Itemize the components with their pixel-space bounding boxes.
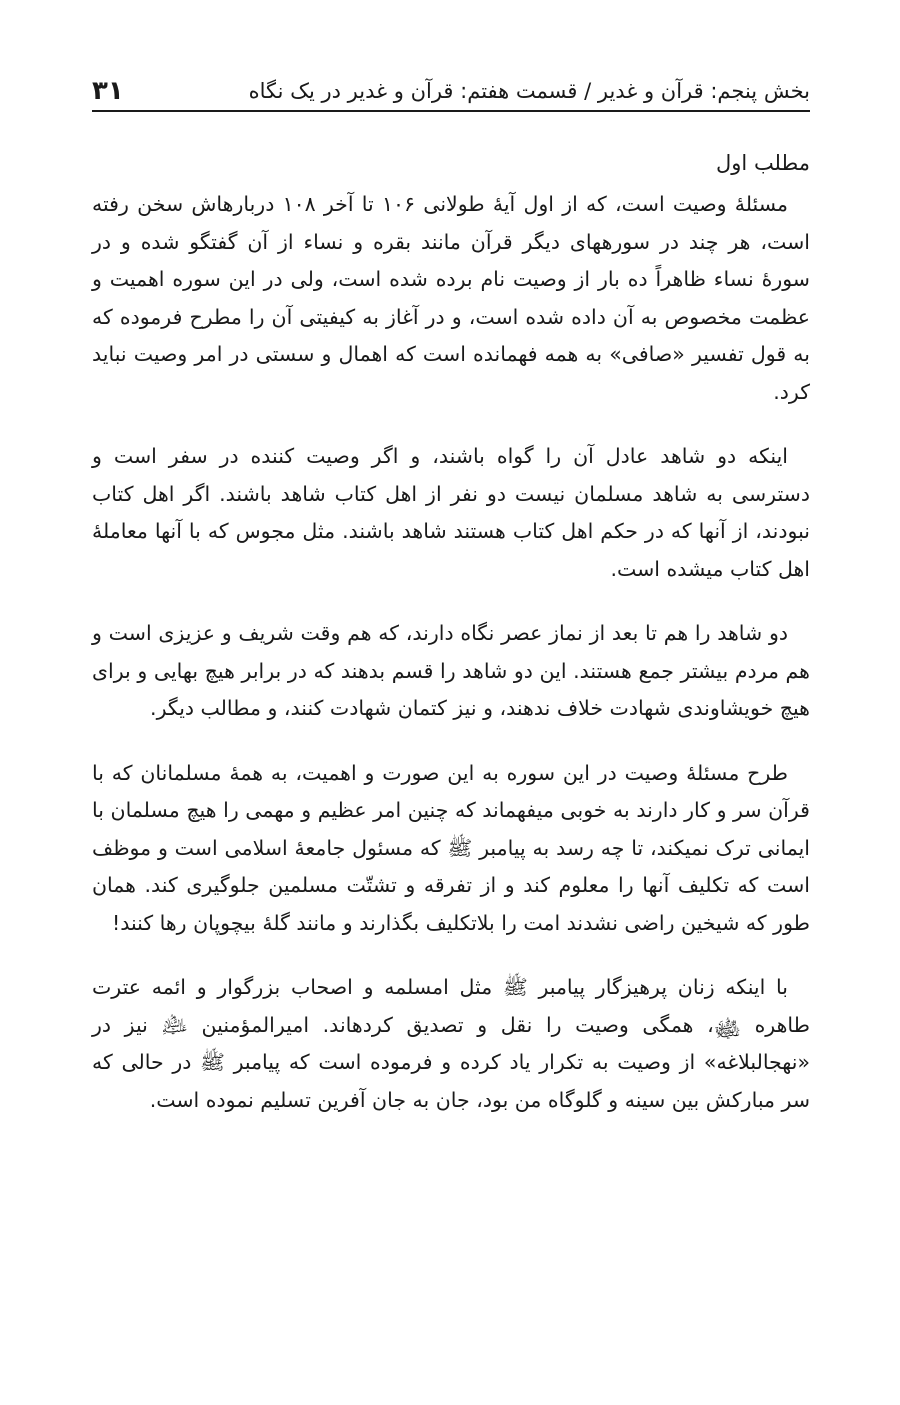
page-number: ۳۱ bbox=[92, 76, 124, 106]
paragraph-2: اینکه دو شاهد عادل آن را گواه باشند، و اگر وصیت کننده در سفر است و دسترسی به شاهد مسلمان نیست دو نفر از اهل کتاب شاهد باشند. اگر اهل کتاب نبودند، از آنها که در حکم اهل کتاب هستند شاهد باشند. مثل مجوس که با آنها معاملهٔ اهل کتاب میشده است. bbox=[92, 444, 810, 581]
page-content bbox=[92, 146, 810, 1119]
running-title: بخش پنجم: قرآن و غدیر / قسمت هفتم: قرآن و غدیر در یک نگاه bbox=[248, 79, 810, 103]
page-header bbox=[92, 62, 810, 112]
paragraph-1: مسئلهٔ وصیت است، که از اول آیهٔ طولانی ۱۰۶ تا آخر ۱۰۸ دربارهاش سخن رفته است، هر چند در سورههای دیگر قرآن مانند بقره و نساء از آن گفتگو شده و در سورهٔ نساء ظاهراً ده بار از وصیت نام برده شده است، ولی در این سوره اهمیت و عظمت مخصوص به آن داده شده است، و در آغاز به کیفیتی آن را مطرح فرموده که به قول تفسیر «صافی» به همه فهمانده است که اهمال و سستی در امر وصیت نباید کرد. bbox=[92, 192, 810, 404]
book-page bbox=[92, 62, 810, 1146]
paragraph-5: با اینکه زنان پرهیزگار پیامبر ﷺ مثل امسلمه و اصحاب بزرگوار و ائمه عترت طاهره ﵊، همگی وصیت را نقل و تصدیق کردهاند. امیرالمؤمنین ﵇ نیز در «نهجالبلاغه» از وصیت به تکرار یاد کرده و فرموده است که پیامبر ﷺ در حالی که سر مبارکش بین سینه و گلوگاه من بود، جان به جان آفرین تسلیم نموده است. bbox=[92, 975, 810, 1112]
section-heading: مطلب اول bbox=[716, 151, 810, 175]
paragraph-3: دو شاهد را هم تا بعد از نماز عصر نگاه دارند، که هم وقت شریف و عزیزی است و هم مردم بیشتر جمع هستند. این دو شاهد را قسم بدهند که در برابر هیچ بهایی و برای هیچ خویشاوندی شهادت خلاف ندهند، و نیز کتمان شهادت کنند، و مطالب دیگر. bbox=[92, 621, 810, 720]
paragraph-4: طرح مسئلهٔ وصیت در این سوره به این صورت و اهمیت، به همهٔ مسلمانان که با قرآن سر و کار دارند به خوبی میفهماند که چنین امر عظیم و مهمی را هیچ مسلمان با ایمانی ترک نمیکند، تا چه رسد به پیامبر ﷺ که مسئول جامعهٔ اسلامی است و موظف است که تکلیف آنها را معلوم کند و از تفرقه و تشتّت مسلمین جلوگیری کند. همان طور که شیخین راضی نشدند امت را بلاتکلیف بگذارند و مانند گلهٔ بیچوپان رها کنند! bbox=[92, 760, 810, 935]
